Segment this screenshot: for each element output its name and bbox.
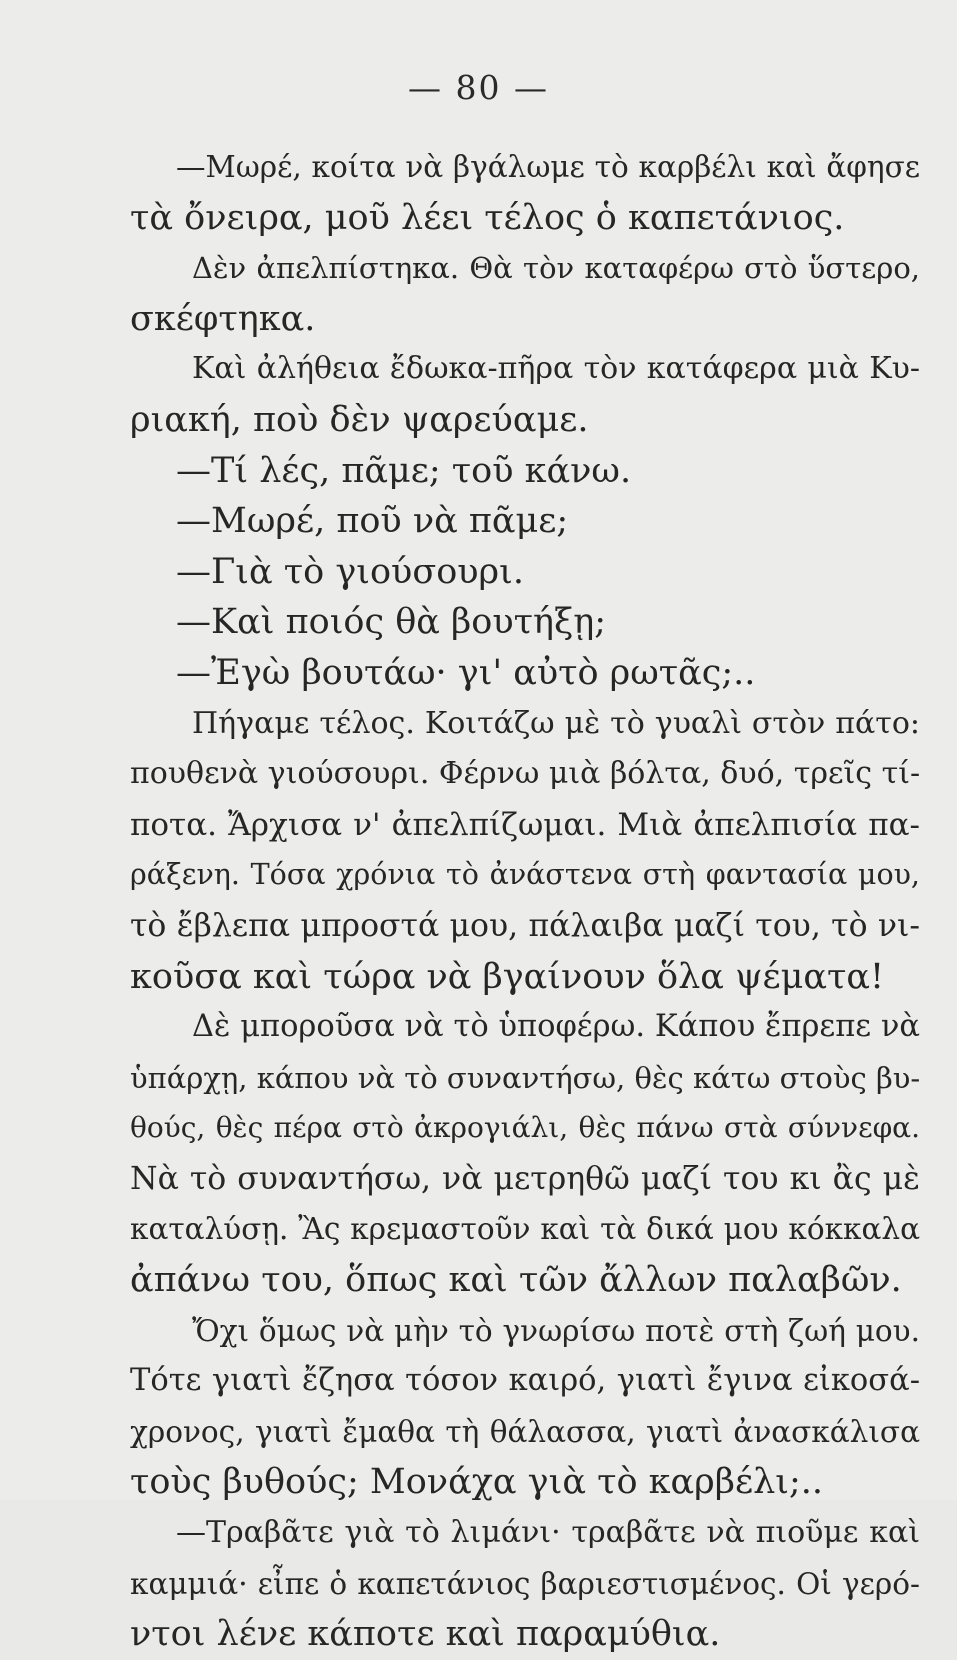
text-line: ἀπάνω του, ὅπως καὶ τῶν ἄλλων παλαβῶν. xyxy=(130,1260,902,1301)
text-line: Πήγαμε τέλος. Κοιτάζω μὲ τὸ γυαλὶ στὸν πάτο: xyxy=(192,705,920,741)
text-line: τὸ ἔβλεπα μπροστά μου, πάλαιβα μαζί του, τὸ νι- xyxy=(130,907,920,944)
text-line: καταλύσῃ. Ἂς κρεμαστοῦν καὶ τὰ δικά μου κόκκαλα xyxy=(130,1212,920,1247)
text-line: Ὄχι ὅμως νὰ μὴν τὸ γνωρίσω ποτὲ στὴ ζωή μου. xyxy=(192,1313,920,1348)
text-line: —Ἐγὼ βουτάω· γι' αὐτὸ ρωτᾶς;.. xyxy=(176,652,756,693)
page-body-text xyxy=(130,142,920,1660)
text-line: —Μωρέ, κοίτα νὰ βγάλωμε τὸ καρβέλι καὶ ἄφησε xyxy=(176,150,920,184)
text-line: —Καὶ ποιός θὰ βουτήξῃ; xyxy=(176,602,607,643)
text-line: ντοι λένε κάποτε καὶ παραμύθια. xyxy=(130,1614,721,1655)
text-line: —Τί λές, πᾶμε; τοῦ κάνω. xyxy=(176,450,632,491)
text-line: —Τραβᾶτε γιὰ τὸ λιμάνι· τραβᾶτε νὰ πιοῦμε καὶ xyxy=(176,1515,920,1551)
text-line: κοῦσα καὶ τώρα νὰ βγαίνουν ὅλα ψέματα! xyxy=(130,956,885,997)
text-line: —Γιὰ τὸ γιούσουρι. xyxy=(176,551,524,592)
text-line: καμμιά· εἶπε ὁ καπετάνιος βαριεστισμένος. Οἱ γερό- xyxy=(130,1566,920,1601)
text-line: ράξενη. Τόσα χρόνια τὸ ἀνάστενα στὴ φαντασία μου, xyxy=(130,858,920,892)
text-line: θούς, θὲς πέρα στὸ ἀκρογιάλι, θὲς πάνω στὰ σύννεφα. xyxy=(130,1111,920,1145)
text-line: Δὲ μποροῦσα νὰ τὸ ὑποφέρω. Κάπου ἔπρεπε νὰ xyxy=(192,1009,920,1045)
text-line: Δὲν ἀπελπίστηκα. Θὰ τὸν καταφέρω στὸ ὕστερο, xyxy=(192,251,920,286)
text-line: Νὰ τὸ συναντήσω, νὰ μετρηθῶ μαζί του κι ἂς μὲ xyxy=(130,1160,920,1197)
text-line: τὰ ὄνειρα, μοῦ λέει τέλος ὁ καπετάνιος. xyxy=(130,197,845,238)
text-line: ριακή, ποὺ δὲν ψαρεύαμε. xyxy=(130,399,589,440)
text-line: ποτα. Ἄρχισα ν' ἀπελπίζωμαι. Μιὰ ἀπελπισία πα- xyxy=(130,806,920,843)
text-line: σκέφτηκα. xyxy=(130,298,316,339)
text-line: —Μωρέ, ποῦ νὰ πᾶμε; xyxy=(176,501,569,542)
text-line: τοὺς βυθούς; Μονάχα γιὰ τὸ καρβέλι;.. xyxy=(130,1462,824,1503)
text-line: πουθενὰ γιούσουρι. Φέρνω μιὰ βόλτα, δυό, τρεῖς τί- xyxy=(130,756,920,792)
text-line: χρονος, γιατὶ ἔμαθα τὴ θάλασσα, γιατὶ ἀνασκάλισα xyxy=(130,1414,920,1449)
page-number: — 80 — xyxy=(408,68,549,107)
text-line: Καὶ ἀλήθεια ἔδωκα-πῆρα τὸν κατάφερα μιὰ Κυ- xyxy=(192,351,920,387)
text-line: Τότε γιατὶ ἔζησα τόσον καιρό, γιατὶ ἔγινα εἰκοσά- xyxy=(130,1363,920,1399)
text-line: ὑπάρχῃ, κάπου νὰ τὸ συναντήσω, θὲς κάτω στοὺς βυ- xyxy=(130,1060,920,1095)
